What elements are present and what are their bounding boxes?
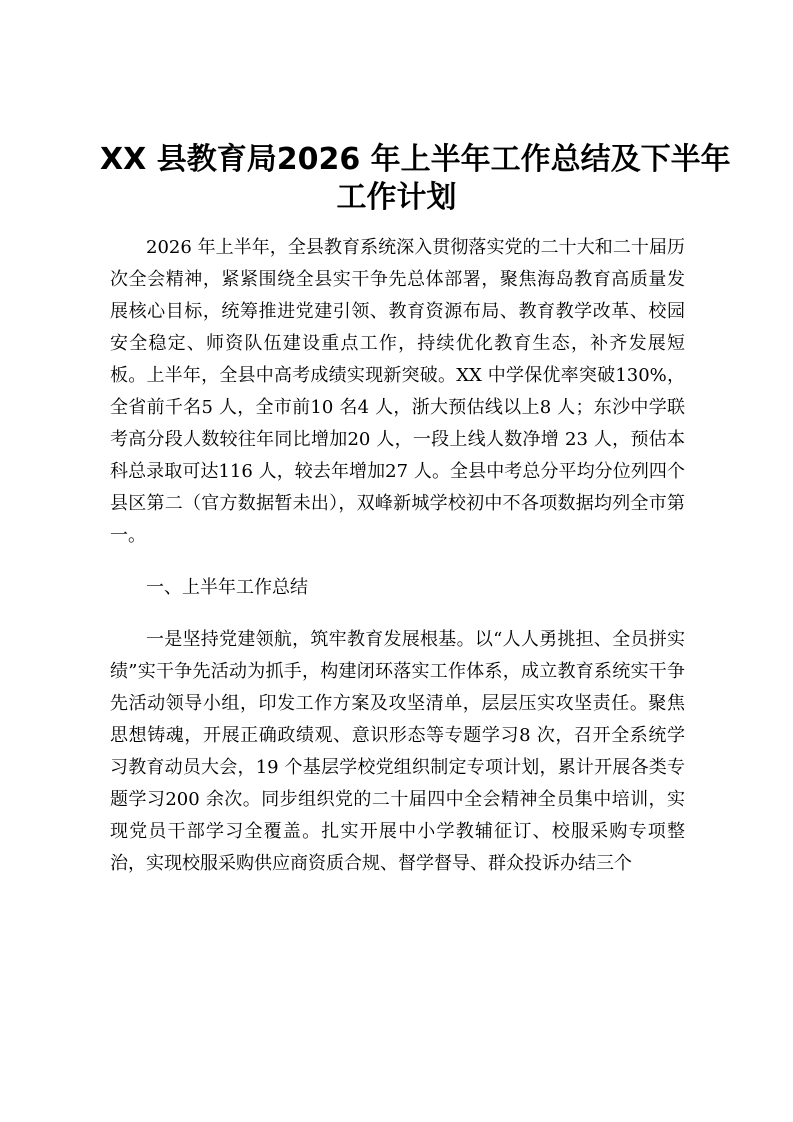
document-title-line-2: 工作计划: [336, 180, 457, 215]
document-body: [110, 232, 685, 900]
document-title-line-1: XX 县教育局2026 年上半年工作总结及下半年: [100, 142, 731, 177]
intro-paragraph: 2026 年上半年，全县教育系统深入贯彻落实党的二十大和二十届历次全会精神，紧紧围绕全县实干争先总体部署，聚焦海岛教育高质量发展核心目标，统筹推进党建引领、教育资源布局、教育教学改革、校园安全稳定、师资队伍建设重点工作，持续优化教育生态，补齐发展短板。上半年，全县中高考成绩实现新突破。XX 中学保优率突破130%，全省前千名5 人，全市前10 名4 人，浙大预估线以上8 人；东沙中学联考高分段人数较往年同比增加20 人，一段上线人数净增 23 人，预估本科总录取可达116 人，较去年增加27 人。全县中考总分平均分位列四个县区第二（官方数据暂未出），双峰新城学校初中不各项数据均列全市第一。: [110, 237, 685, 546]
section-heading: 一、上半年工作总结: [146, 577, 308, 598]
body-paragraph: 一是坚持党建领航，筑牢教育发展根基。以“人人勇挑担、全员拼实绩”实干争先活动为抓手，构建闭环落实工作体系，成立教育系统实干争先活动领导小组，印发工作方案及攻坚清单，层层压实攻坚责任。聚焦思想铸魂，开展正确政绩观、意识形态等专题学习8 次，召开全系统学习教育动员大会，19 个基层学校党组织制定专项计划，累计开展各类专题学习200 余次。同步组织党的二十届四中全会精神全员集中培训，实现党员干部学习全覆盖。扎实开展中小学教辅征订、校服采购专项整治，实现校服采购供应商资质合规、督学督导、群众投诉办结三个: [110, 629, 685, 874]
